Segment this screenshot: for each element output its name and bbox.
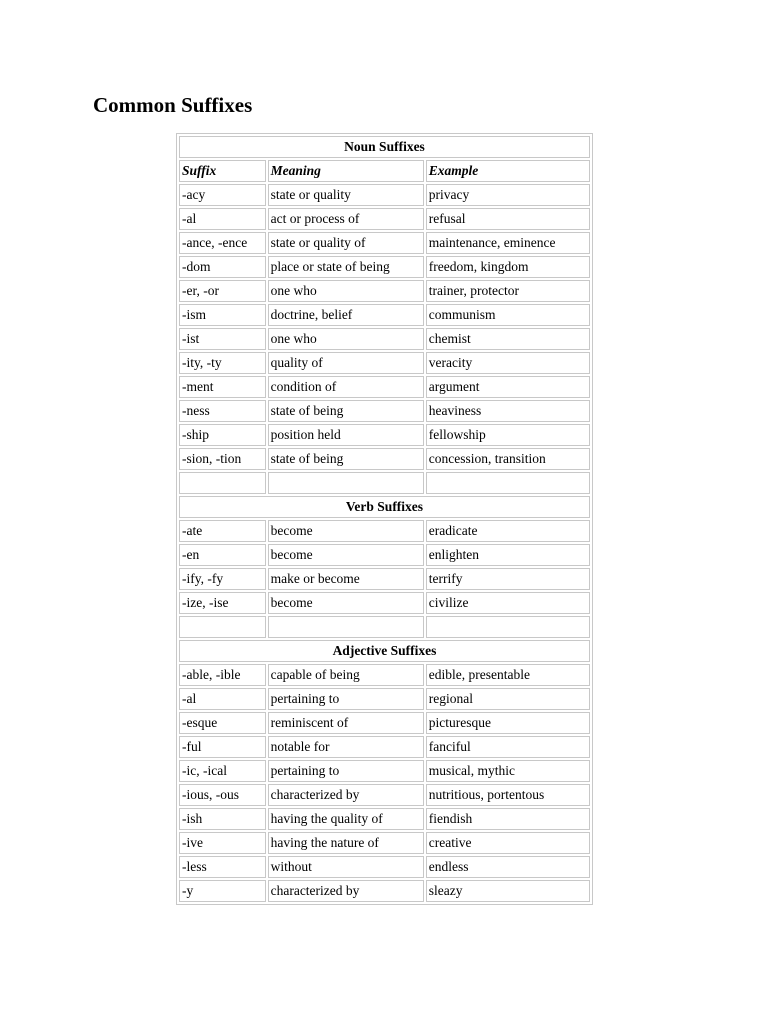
cell-example: fanciful <box>426 736 590 758</box>
column-header-suffix: Suffix <box>179 160 266 182</box>
cell-example: fiendish <box>426 808 590 830</box>
cell-suffix: -ism <box>179 304 266 326</box>
cell-meaning: position held <box>268 424 424 446</box>
cell-meaning: having the nature of <box>268 832 424 854</box>
cell-meaning: state of being <box>268 448 424 470</box>
cell-meaning: place or state of being <box>268 256 424 278</box>
section-header: Verb Suffixes <box>179 496 590 518</box>
section-header-row <box>179 640 590 662</box>
cell-suffix: -y <box>179 880 266 902</box>
suffix-table-body <box>179 136 590 902</box>
column-header-row <box>179 160 590 182</box>
cell-example: fellowship <box>426 424 590 446</box>
cell-example: privacy <box>426 184 590 206</box>
cell-suffix: -ity, -ty <box>179 352 266 374</box>
cell-suffix: -ify, -fy <box>179 568 266 590</box>
cell-suffix: -ate <box>179 520 266 542</box>
table-row <box>179 592 590 614</box>
table-row <box>179 376 590 398</box>
cell-example: maintenance, eminence <box>426 232 590 254</box>
cell-meaning: condition of <box>268 376 424 398</box>
table-row <box>179 688 590 710</box>
cell-meaning: state or quality <box>268 184 424 206</box>
cell-meaning: characterized by <box>268 880 424 902</box>
table-row <box>179 328 590 350</box>
empty-cell <box>179 472 266 494</box>
cell-suffix: -able, -ible <box>179 664 266 686</box>
cell-example: sleazy <box>426 880 590 902</box>
cell-suffix: -ness <box>179 400 266 422</box>
spacer-row <box>179 472 590 494</box>
section-header-row <box>179 496 590 518</box>
cell-example: enlighten <box>426 544 590 566</box>
cell-suffix: -dom <box>179 256 266 278</box>
cell-meaning: become <box>268 520 424 542</box>
cell-meaning: state or quality of <box>268 232 424 254</box>
cell-example: terrify <box>426 568 590 590</box>
table-row <box>179 664 590 686</box>
section-header: Adjective Suffixes <box>179 640 590 662</box>
cell-example: endless <box>426 856 590 878</box>
cell-suffix: -ive <box>179 832 266 854</box>
cell-suffix: -acy <box>179 184 266 206</box>
table-row <box>179 400 590 422</box>
cell-suffix: -ance, -ence <box>179 232 266 254</box>
table-row <box>179 304 590 326</box>
table-row <box>179 544 590 566</box>
cell-example: creative <box>426 832 590 854</box>
cell-meaning: capable of being <box>268 664 424 686</box>
cell-suffix: -esque <box>179 712 266 734</box>
section-header-row <box>179 136 590 158</box>
cell-suffix: -ious, -ous <box>179 784 266 806</box>
cell-example: nutritious, portentous <box>426 784 590 806</box>
cell-example: communism <box>426 304 590 326</box>
table-row <box>179 256 590 278</box>
cell-suffix: -ish <box>179 808 266 830</box>
cell-meaning: quality of <box>268 352 424 374</box>
cell-suffix: -ize, -ise <box>179 592 266 614</box>
cell-example: edible, presentable <box>426 664 590 686</box>
cell-example: picturesque <box>426 712 590 734</box>
cell-meaning: make or become <box>268 568 424 590</box>
table-row <box>179 736 590 758</box>
cell-suffix: -en <box>179 544 266 566</box>
table-row <box>179 520 590 542</box>
spacer-row <box>179 616 590 638</box>
cell-meaning: reminiscent of <box>268 712 424 734</box>
table-row <box>179 568 590 590</box>
table-row <box>179 808 590 830</box>
cell-example: eradicate <box>426 520 590 542</box>
cell-meaning: notable for <box>268 736 424 758</box>
empty-cell <box>268 472 424 494</box>
empty-cell <box>426 616 590 638</box>
cell-suffix: -ship <box>179 424 266 446</box>
table-row <box>179 832 590 854</box>
cell-meaning: having the quality of <box>268 808 424 830</box>
cell-suffix: -less <box>179 856 266 878</box>
cell-meaning: pertaining to <box>268 688 424 710</box>
cell-suffix: -ment <box>179 376 266 398</box>
cell-example: freedom, kingdom <box>426 256 590 278</box>
table-row <box>179 856 590 878</box>
cell-meaning: one who <box>268 280 424 302</box>
column-header-example: Example <box>426 160 590 182</box>
empty-cell <box>179 616 266 638</box>
cell-suffix: -al <box>179 208 266 230</box>
cell-example: chemist <box>426 328 590 350</box>
cell-meaning: pertaining to <box>268 760 424 782</box>
cell-example: veracity <box>426 352 590 374</box>
cell-meaning: without <box>268 856 424 878</box>
cell-example: trainer, protector <box>426 280 590 302</box>
empty-cell <box>268 616 424 638</box>
table-row <box>179 880 590 902</box>
section-header: Noun Suffixes <box>179 136 590 158</box>
cell-suffix: -er, -or <box>179 280 266 302</box>
cell-example: musical, mythic <box>426 760 590 782</box>
table-row <box>179 424 590 446</box>
cell-suffix: -ist <box>179 328 266 350</box>
table-row <box>179 760 590 782</box>
cell-example: argument <box>426 376 590 398</box>
cell-suffix: -ful <box>179 736 266 758</box>
table-row <box>179 352 590 374</box>
cell-meaning: become <box>268 592 424 614</box>
table-row <box>179 184 590 206</box>
cell-meaning: act or process of <box>268 208 424 230</box>
cell-example: heaviness <box>426 400 590 422</box>
cell-example: refusal <box>426 208 590 230</box>
cell-meaning: characterized by <box>268 784 424 806</box>
page-title: Common Suffixes <box>93 93 253 117</box>
table-row <box>179 280 590 302</box>
table-row <box>179 232 590 254</box>
table-row <box>179 208 590 230</box>
suffix-table <box>176 133 593 905</box>
cell-meaning: become <box>268 544 424 566</box>
table-row <box>179 784 590 806</box>
cell-example: concession, transition <box>426 448 590 470</box>
table-row <box>179 712 590 734</box>
cell-meaning: state of being <box>268 400 424 422</box>
cell-suffix: -ic, -ical <box>179 760 266 782</box>
cell-meaning: doctrine, belief <box>268 304 424 326</box>
column-header-meaning: Meaning <box>268 160 424 182</box>
empty-cell <box>426 472 590 494</box>
cell-meaning: one who <box>268 328 424 350</box>
cell-suffix: -sion, -tion <box>179 448 266 470</box>
cell-example: civilize <box>426 592 590 614</box>
cell-example: regional <box>426 688 590 710</box>
table-row <box>179 448 590 470</box>
cell-suffix: -al <box>179 688 266 710</box>
